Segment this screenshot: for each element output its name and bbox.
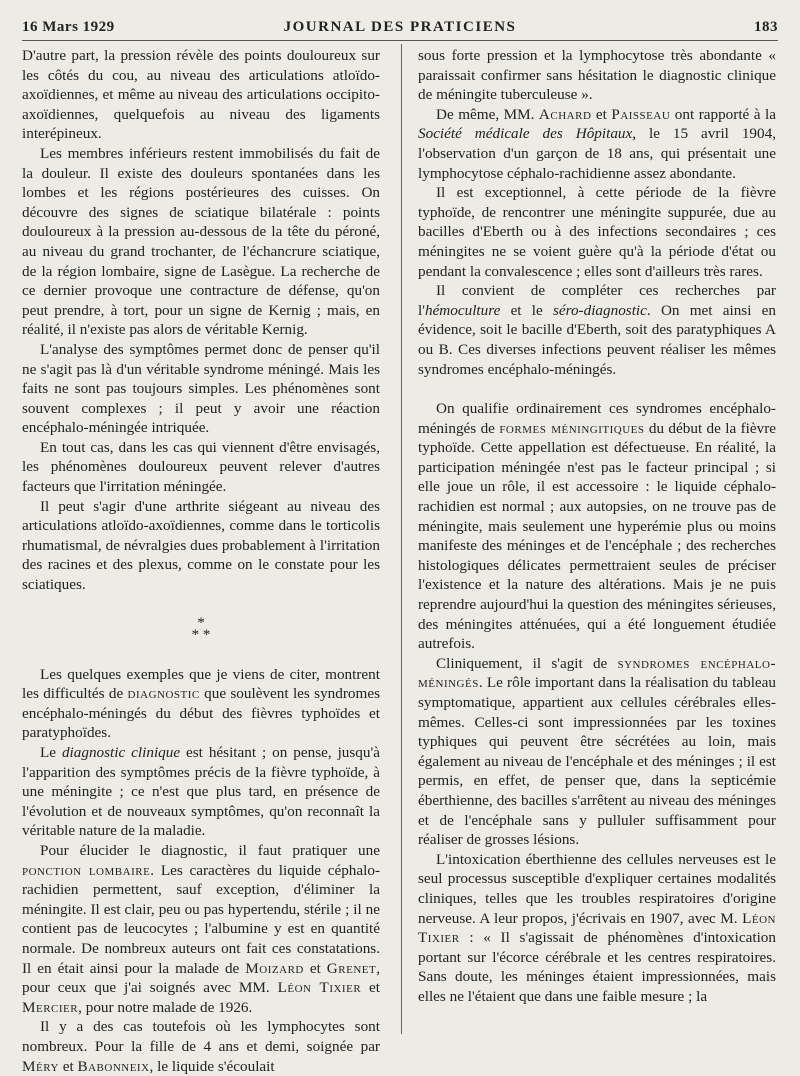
author-name: Méry xyxy=(22,1057,59,1075)
text-run: De même, MM. xyxy=(436,105,539,123)
text-run: , le liquide s'écoulait xyxy=(149,1057,275,1075)
paragraph xyxy=(418,654,776,850)
paragraph xyxy=(22,1017,380,1076)
paragraph: Les membres inférieurs restent immobilisés du fait de la douleur. Il existe des douleurs spontanées dans les lombes et les régions postérieures des cuisses. On découvre des signes de sciatique bilatérale : points douloureux à la pression au-dessous de la tête du péroné, au niveau du grand trochanter, de l'échancrure sciatique, de la région lombaire, signe de Lasègue. La recherche de ce dernier provoque une contracture de défense, qu'on peut prendre, à tort, pour un signe de Kernig ; mais, en réalité, il n'existe pas alors de véritable Kernig. xyxy=(22,144,380,339)
author-name: Léon Tixier xyxy=(418,909,776,947)
text-run: et xyxy=(303,959,327,977)
asterism-top: * xyxy=(197,614,205,631)
author-name: Achard xyxy=(538,105,592,123)
small-caps-term: ponction lombaire xyxy=(22,861,151,879)
text-run: ont rapporté à la xyxy=(670,105,776,123)
italic-term: séro-diagnostic xyxy=(552,301,647,319)
paragraph: D'autre part, la pression révèle des points douloureux sur les côtés du cou, au niveau des articulations atloïdo-axoïdiennes, et même au niveau des articulations occipito-axoïdiennes, quelquefois au niveau des ligaments interépineux. xyxy=(22,47,380,143)
text-run: : « Il s'agissait de phénomènes d'intoxication portant sur l'écorce cérébrale et les centres respiratoires. Sans doute, les méninges étaient impressionnées, mais elles ne l'étaient que dans une faible mesure ; la xyxy=(418,929,776,1005)
text-run: du début de la fièvre typhoïde. Cette appellation est défectueuse. En réalité, la participation méningée n'est pas le facteur principal ; si elle joue un rôle, il est accessoire : le liquide céphalo-rachidien est normal ; aux autopsies, on ne trouve pas de méningite, mais seulement une hyperémie plus ou moins manifeste des méninges et de l'encéphale ; des recherches histologiques délicates permettraient seules de préciser l'existence et la nature des altérations. Mais je ne puis reprendre aujourd'hui la question des méningites sérieuses, des méningites atténuées, qui a été longuement étudiée autrefois. xyxy=(418,419,777,653)
author-name: Mercier xyxy=(22,998,79,1016)
paragraph: Il peut s'agir d'une arthrite siégeant au niveau des articulations atloïdo-axoïdiennes, comme dans le torticolis rhumatismal, de névralgies dues probablement à l'irritation des racines et des plexus, comme on le constate pour les sciatiques. xyxy=(22,497,380,594)
text-run: , pour ceux que j'ai soignés avec MM. xyxy=(22,959,381,997)
journal-title: JOURNAL DES PRATICIENS xyxy=(283,18,517,35)
section-separator-asterism xyxy=(22,614,380,643)
paragraph xyxy=(418,105,776,183)
paragraph xyxy=(22,841,380,1017)
text-run: et xyxy=(361,979,380,997)
text-run: est hésitant ; on pense, jusqu'à l'apparition des symptômes précis de la fièvre typhoïde, à une méningite ; ce n'est que plus tard, en présence de l'évolution et de nouveaux symptômes, qu'on reconnaît la véritable nature de la maladie. xyxy=(22,744,380,840)
paragraph: sous forte pression et la lymphocytose très abondante « paraissait confirmer sans hésitation le diagnostic clinique de méningite tuberculeuse ». xyxy=(418,47,776,104)
text-run: Cliniquement, il s'agit de xyxy=(436,654,618,672)
text-run: Le xyxy=(40,744,62,761)
text-run: , pour notre malade de 1926. xyxy=(78,998,253,1016)
text-run: L'intoxication éberthienne des cellules nerveuses est le seul processus susceptible d'expliquer certaines modalités cliniques, telles que les troubles respiratoires d'origine nerveuse. A leur propos, j'écrivais en 1907, avec M. xyxy=(418,850,776,927)
paragraph xyxy=(418,850,776,1007)
text-run: . Les caractères du liquide céphalo-rachidien permettent, sauf exception, d'éliminer la méningite. Il est clair, peu ou pas hypertendu, stérile ; il ne contient pas de leucocytes ; l'albumine y est en quantité normale. De nombreux auteurs ont fait ces constatations. Il en était ainsi pour la malade de xyxy=(22,861,380,977)
text-run: . Le rôle important dans la réalisation du tableau symptomatique, appartient aux cellules cérébrales elles-mêmes. Celles-ci sont impressionnées par les toxines typhiques qui peuvent être sécrétées au loin, mais également au niveau de l'encéphale et des méninges ; il est permis, en effet, de penser que, dans la septicémie éberthienne, des bacilles s'arrêtent au niveau des méninges et de l'encéphale sans y pulluler suffisamment pour réaliser de grosses lésions. xyxy=(418,674,776,849)
text-run: , le 15 avril 1904, l'observation d'un garçon de 18 ans, qui présentait une lymphocytose céphalo-rachidienne assez abondante. xyxy=(418,125,777,182)
small-caps-term: diagnostic xyxy=(127,685,200,703)
column-divider xyxy=(401,44,402,1034)
author-name: Grenet xyxy=(326,959,377,977)
author-name: Léon Tixier xyxy=(277,979,362,997)
text-run: Il convient de compléter ces recherches par l' xyxy=(418,282,776,319)
paragraph xyxy=(22,743,380,841)
header-rule xyxy=(22,40,778,41)
author-name: Paisseau xyxy=(611,105,671,123)
italic-term: Société médicale des Hôpitaux xyxy=(418,125,633,143)
text-run: Les quelques exemples que je viens de citer, montrent les difficultés de xyxy=(22,665,380,703)
paragraph xyxy=(418,399,776,654)
paragraph: En tout cas, dans les cas qui viennent d'être envisagés, les phénomènes douloureux peuvent relever d'autres facteurs que l'irritation méningée. xyxy=(22,438,380,496)
left-column xyxy=(22,46,380,1076)
paragraph: L'analyse des symptômes permet donc de penser qu'il ne s'agit pas là d'un véritable syndrome méningé. Mais les faits ne sont pas toujours simples. Les phénomènes sont souvent complexes ; il peut y avoir une réaction encéphalo-méningée intriquée. xyxy=(22,340,380,437)
italic-term: diagnostic clinique xyxy=(61,744,181,761)
small-caps-term: formes méningitiques xyxy=(499,419,645,437)
issue-date: 16 Mars 1929 xyxy=(22,18,115,35)
author-name: Moizard xyxy=(245,959,304,977)
text-run: . On met ainsi en évidence, soit le bacille d'Eberth, soit des paratyphiques A ou B. Ces diverses infections peuvent réaliser les mêmes syndromes encéphalo-méningés. xyxy=(418,301,777,378)
text-run: et xyxy=(591,105,612,123)
paragraph xyxy=(418,281,776,379)
paragraph: Il est exceptionnel, à cette période de la fièvre typhoïde, de rencontrer une méningite suppurée, due au bacilles d'Eberth ou à des infections secondaires ; ces méningites ne se voient guère qu'à la période d'état ou pendant la convalescence ; elles sont d'ailleurs très rares. xyxy=(418,184,776,280)
page-number: 183 xyxy=(754,18,778,35)
text-run: et le xyxy=(500,301,553,319)
text-run: Il y a des cas toutefois où les lymphocytes sont nombreux. Pour la fille de 4 ans et demi, soignée par xyxy=(22,1018,380,1055)
paragraph-gap xyxy=(418,379,776,399)
paragraph xyxy=(22,665,380,743)
text-run: Pour élucider le diagnostic, il faut pratiquer une xyxy=(40,841,380,859)
text-run: que soulèvent les syndromes encéphalo-méningés du début des fièvres typhoïdes et paratyphoïdes. xyxy=(22,685,380,742)
italic-term: hémoculture xyxy=(424,301,501,319)
text-run: On qualifie ordinairement ces syndromes encéphalo-méningés de xyxy=(418,400,776,437)
small-caps-term: syndromes encéphalo-méningés xyxy=(418,654,776,692)
asterism-bottom: * * xyxy=(191,626,211,643)
text-run: et xyxy=(58,1057,78,1075)
running-header xyxy=(22,14,778,40)
author-name: Babonneix xyxy=(77,1057,150,1075)
right-column xyxy=(418,46,776,1007)
